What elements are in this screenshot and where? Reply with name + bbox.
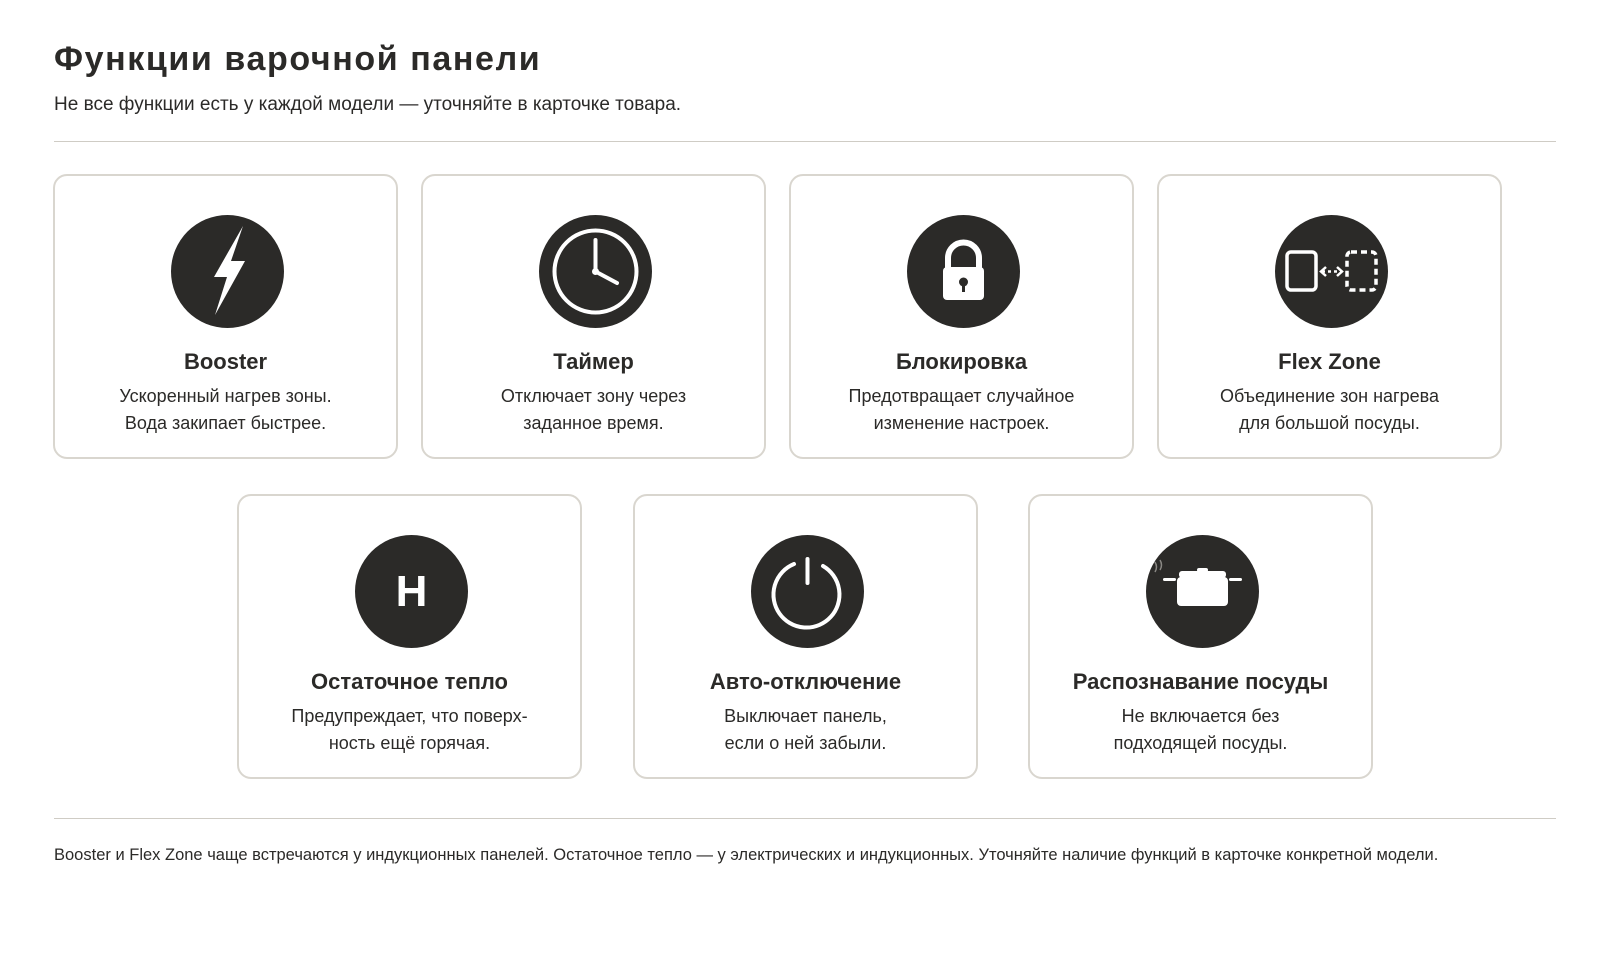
pot-icon <box>1146 535 1259 648</box>
page-subtitle: Не все функции есть у каждой модели — уточняйте в карточке товара. <box>54 94 682 115</box>
feature-description: Объединение зон нагрева для большой посуды. <box>1219 386 1439 433</box>
feature-title: Остаточное тепло <box>310 669 508 694</box>
feature-description: Предупреждает, что поверх- ность ещё горячая. <box>291 706 528 753</box>
feature-card-lock <box>789 174 1134 459</box>
power-icon <box>751 535 864 648</box>
features-row-2 <box>0 494 1600 779</box>
feature-card-pot-detection <box>1028 494 1373 779</box>
lightning-icon <box>171 215 284 328</box>
feature-card-flex-zone <box>1157 174 1502 459</box>
feature-title: Flex Zone <box>1278 349 1381 374</box>
feature-title: Блокировка <box>895 349 1028 374</box>
lock-icon <box>907 215 1020 328</box>
feature-description: Отключает зону через заданное время. <box>500 386 687 433</box>
feature-description: Ускоренный нагрев зоны. Вода закипает быстрее. <box>119 386 332 433</box>
feature-description: Не включается без подходящей посуды. <box>1113 706 1288 753</box>
clock-icon <box>539 215 652 328</box>
feature-description: Выключает панель, если о ней забыли. <box>724 706 887 753</box>
feature-card-auto-off <box>633 494 978 779</box>
feature-description: Предотвращает случайное изменение настроек. <box>848 386 1075 433</box>
footnote: Booster и Flex Zone чаще встречаются у индукционных панелей. Остаточное тепло — у электрических и индукционных. Уточняйте наличие функций в карточке конкретной модели. <box>54 846 1439 864</box>
top-divider <box>54 141 1556 142</box>
features-row-1 <box>0 174 1600 459</box>
feature-title: Авто-отключение <box>709 669 902 694</box>
feature-card-residual-heat <box>237 494 582 779</box>
svg-text:H: H <box>395 567 428 616</box>
residual-heat-icon <box>355 535 468 648</box>
feature-title: Booster <box>183 349 268 374</box>
page-title: Функции варочной панели <box>54 40 542 78</box>
feature-title: Распознавание посуды <box>1072 669 1329 694</box>
bottom-divider <box>54 818 1556 819</box>
merge-zones-icon <box>1275 215 1388 328</box>
feature-title: Таймер <box>553 349 634 374</box>
feature-card-timer <box>421 174 766 459</box>
feature-card-booster <box>53 174 398 459</box>
